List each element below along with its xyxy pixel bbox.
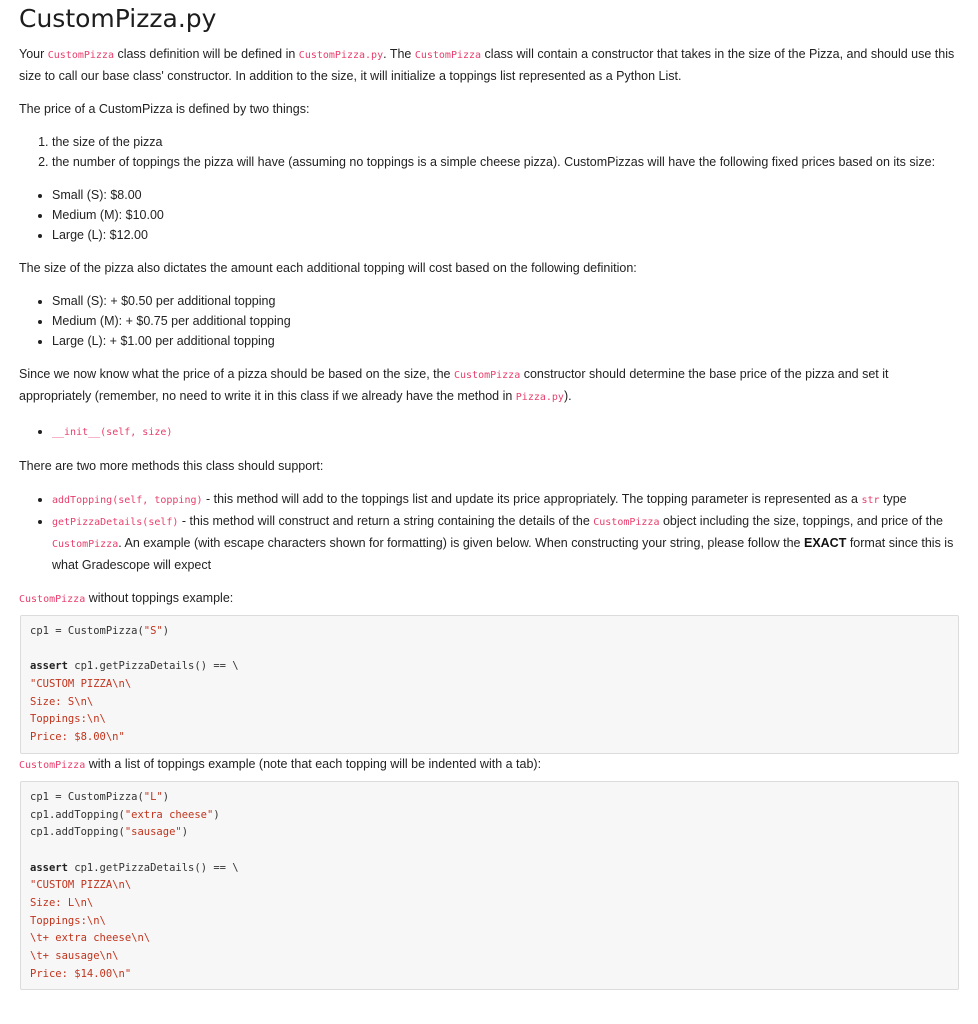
inline-code: CustomPizza [593, 517, 660, 528]
price-intro: The price of a CustomPizza is defined by two things: [19, 102, 310, 116]
constructor-paragraph: Since we now know what the price of a pizza should be based on the size, the CustomPizza constructor should determine the base price of the pizza and set it appropriately (remember, no need to write it in this class if we already have the method in Pizza.py). [19, 367, 889, 403]
inline-code: CustomPizza.py [298, 50, 384, 61]
inline-code: getPizzaDetails(self) [52, 517, 179, 528]
list-item: 1. the size of the pizza [52, 132, 959, 152]
list-item: • Large (L): + $1.00 per additional topping [52, 331, 959, 351]
list-item: • Medium (M): $10.00 [52, 205, 959, 225]
inline-code: str [861, 495, 880, 506]
list-item: • Small (S): $8.00 [52, 185, 959, 205]
intro-paragraph: Your CustomPizza class definition will be defined in CustomPizza.py. The CustomPizza class will contain a constructor that takes in the size of the Pizza, and should use this size to call our base class' constructor. In addition to the size, it will initialize a toppings list represented as a Python List. [19, 47, 955, 83]
methods-list [19, 489, 959, 575]
inline-code: CustomPizza [414, 50, 482, 61]
inline-code: CustomPizza [19, 759, 86, 771]
init-list [19, 421, 959, 443]
list-item [52, 421, 959, 443]
base-prices-list [19, 185, 959, 245]
inline-code: CustomPizza [52, 539, 119, 550]
code-block-example1: cp1 = CustomPizza("S") assert cp1.getPizzaDetails() == \ "CUSTOM PIZZA\n\ Size: S\n\ Toppings:\n\ Price: $8.00\n" [20, 615, 959, 754]
list-item: • addTopping(self, topping) - this method will add to the toppings list and update its price appropriately. The topping parameter is represented as a str type [52, 489, 959, 511]
example2-label: CustomPizza with a list of toppings example (note that each topping will be indented with a tab): [19, 756, 542, 771]
list-item: • Small (S): + $0.50 per additional topping [52, 291, 959, 311]
inline-code: CustomPizza [19, 594, 86, 605]
example1-label: CustomPizza without toppings example: [19, 591, 234, 605]
inline-code: addTopping(self, topping) [52, 495, 203, 506]
inline-code: CustomPizza [47, 50, 114, 61]
list-item: • getPizzaDetails(self) - this method will construct and return a string containing the details of the CustomPizza object including the size, toppings, and price of the CustomPizza. An example (with escape characters shown for formatting) is given below. When constructing your string, please follow the EXACT format since this is what Gradescope will expect [52, 511, 959, 575]
inline-code: CustomPizza [454, 370, 521, 381]
list-item: • Medium (M): + $0.75 per additional topping [52, 311, 959, 331]
topping-prices-list [19, 291, 959, 351]
inline-code: __init__(self, size) [52, 427, 173, 438]
inline-code: Pizza.py [515, 392, 564, 403]
list-item: • Large (L): $12.00 [52, 225, 959, 245]
code-block-example2: cp1 = CustomPizza("L") cp1.addTopping("extra cheese") cp1.addTopping("sausage") assert cp1.getPizzaDetails() == \ "CUSTOM PIZZA\n\ Size: L\n\ Toppings:\n\ \t+ extra cheese\n\ \t+ sausage\n\ Price: $14.00\n" [20, 781, 959, 991]
price-factors-list [19, 132, 959, 172]
list-item: 2. the number of toppings the pizza will have (assuming no toppings is a simple cheese pizza). CustomPizzas will have the following fixed prices based on its size: [52, 152, 959, 172]
topping-intro: The size of the pizza also dictates the amount each additional topping will cost based on the following definition: [19, 261, 637, 275]
page-title: CustomPizza.py [19, 4, 217, 33]
more-methods-paragraph: There are two more methods this class should support: [19, 459, 324, 473]
